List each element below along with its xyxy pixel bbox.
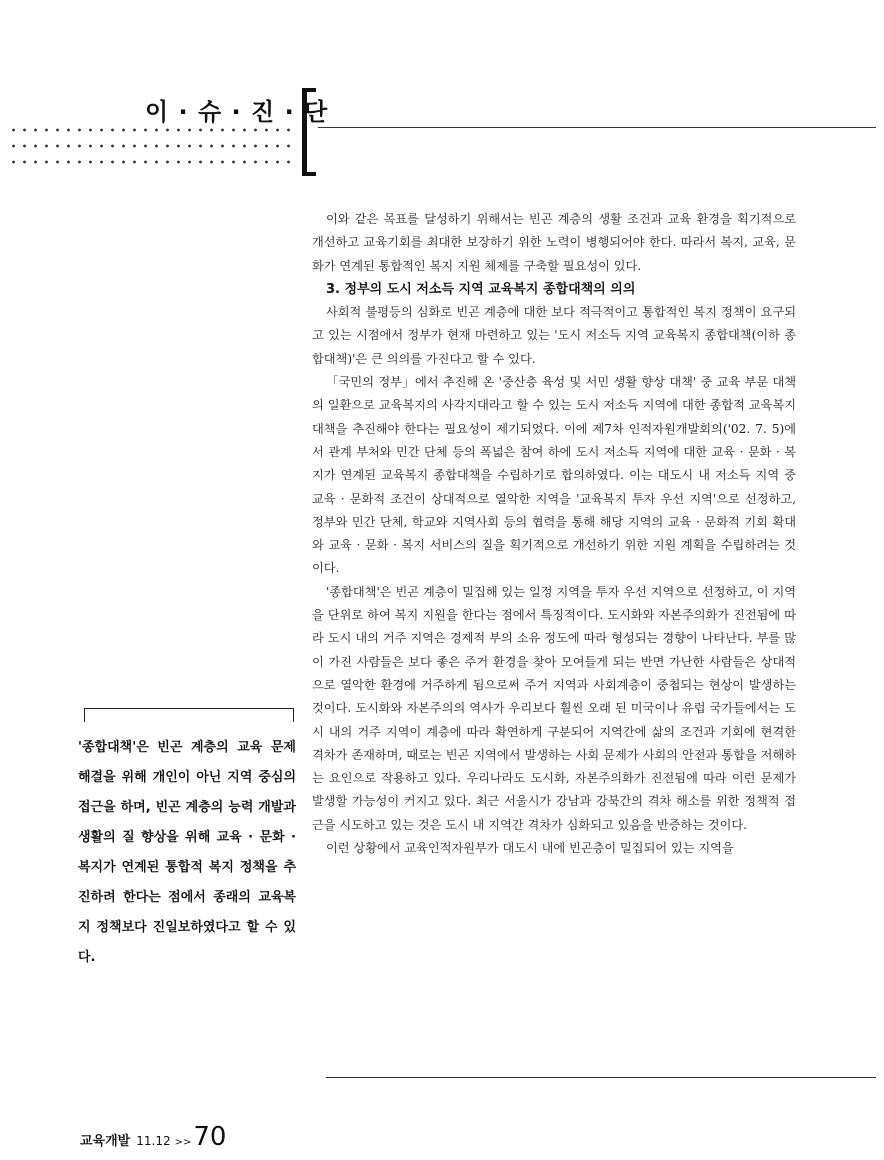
dotted-rule-1 <box>8 128 290 132</box>
series-title: 이 · 슈 · 진 · 단 <box>145 98 329 126</box>
folio <box>80 1122 226 1152</box>
magazine-name: 교육개발 <box>80 1134 131 1149</box>
pull-quote-bracket <box>84 708 294 722</box>
paragraph: '종합대책'은 빈곤 계층이 밀집해 있는 일정 지역을 투자 우선 지역으로 선정하고, 이 지역을 단위로 하여 복지 지원을 한다는 점에서 특징적이다. 도시화와 자본주의화가 진전됨에 따라 도시 내의 거주 지역은 경제적 부의 소유 정도에 따라 형성되는 경향이 나타난다. 부를 많이 가진 사람들은 보다 좋은 주거 환경을 찾아 모여들게 되는 반면 가난한 사람들은 상대적으로 열악한 환경에 거주하게 됨으로써 주거 지역과 사회계층이 중첩되는 현상이 발생하는 것이다. 도시화와 자본주의의 역사가 우리보다 훨씬 오래 된 미국이나 유럽 국가들에서는 도시 내의 거주 지역이 계층에 따라 확연하게 구분되어 지역간에 삶의 조건과 기회에 현격한 격차가 존재하며, 때로는 빈곤 지역에서 발생하는 사회 문제가 사회의 안전과 통합을 저해하는 요인으로 작용하고 있다. 우리나라도 도시화, 자본주의화가 진전됨에 따라 이런 문제가 발생할 가능성이 커지고 있다. 최근 서울시가 강남과 강북간의 격차 해소를 위한 정책적 접근을 시도하고 있는 것은 도시 내 지역간 격차가 심화되고 있음을 반증하는 것이다. <box>312 584 796 832</box>
header-bracket <box>302 88 316 176</box>
footer-rule <box>326 1077 876 1078</box>
paragraph: 이런 상황에서 교육인적자원부가 대도시 내에 빈곤층이 밀집되어 있는 지역을 <box>326 841 734 856</box>
arrows-glyph: >> <box>174 1137 192 1148</box>
dotted-rule-2 <box>8 144 290 148</box>
paragraph: 이와 같은 목표를 달성하기 위해서는 빈곤 계층의 생활 조건과 교육 환경을 획기적으로 개선하고 교육기회를 최대한 보장하기 위한 노력이 병행되어야 한다. 따라서 복지, 교육, 문화가 연계된 통합적인 복지 지원 체제를 구축할 필요성이 있다. <box>312 212 796 273</box>
paragraph: 「국민의 정부」에서 추진해 온 '중산층 육성 및 서민 생활 향상 대책' 중 교육 부문 대책의 일환으로 교육복지의 사각지대라고 할 수 있는 도시 저소득 지역에 대한 종합적 교육복지 대책을 추진해야 한다는 필요성이 제기되었다. 이에 제7차 인적자원개발회의('02. 7. 5)에서 관계 부처와 민간 단체 등의 폭넓은 참여 하에 도시 저소득 지역에 대한 교육 · 문화 · 복지가 연계된 교육복지 종합대책을 수립하기로 합의하였다. 이는 대도시 내 저소득 지역 중 교육 · 문화적 조건이 상대적으로 열악한 지역을 '교육복지 투자 우선 지역'으로 선정하고, 정부와 민간 단체, 학교와 지역사회 등의 협력을 통해 해당 지역의 교육 · 문화적 기회 확대와 교육 · 문화 · 복지 서비스의 질을 획기적으로 개선하기 위한 지원 계획을 수립하려는 것이다. <box>312 375 796 576</box>
pull-quote: '종합대책'은 빈곤 계층의 교육 문제 해결을 위해 개인이 아닌 지역 중심의 접근을 하며, 빈곤 계층의 능력 개발과 생활의 질 향상을 위해 교육 · 문화 · 복지가 연계된 통합적 복지 정책을 추진하려 한다는 점에서 종래의 교육복지 정책보다 진일보하였다고 할 수 있다. <box>78 740 296 965</box>
dotted-rule-3 <box>8 160 290 164</box>
issue-number: 11.12 <box>136 1134 171 1148</box>
section-heading: 3. 정부의 도시 저소득 지역 교육복지 종합대책의 의의 <box>326 281 636 297</box>
article-body <box>312 208 796 860</box>
header-rule <box>318 127 876 128</box>
page-number: 70 <box>193 1122 227 1152</box>
paragraph: 사회적 불평등의 심화로 빈곤 계층에 대한 보다 적극적이고 통합적인 복지 정책이 요구되고 있는 시점에서 정부가 현재 마련하고 있는 '도시 저소득 지역 교육복지 종합대책(이하 종합대책)'은 큰 의의를 가진다고 할 수 있다. <box>312 305 796 366</box>
